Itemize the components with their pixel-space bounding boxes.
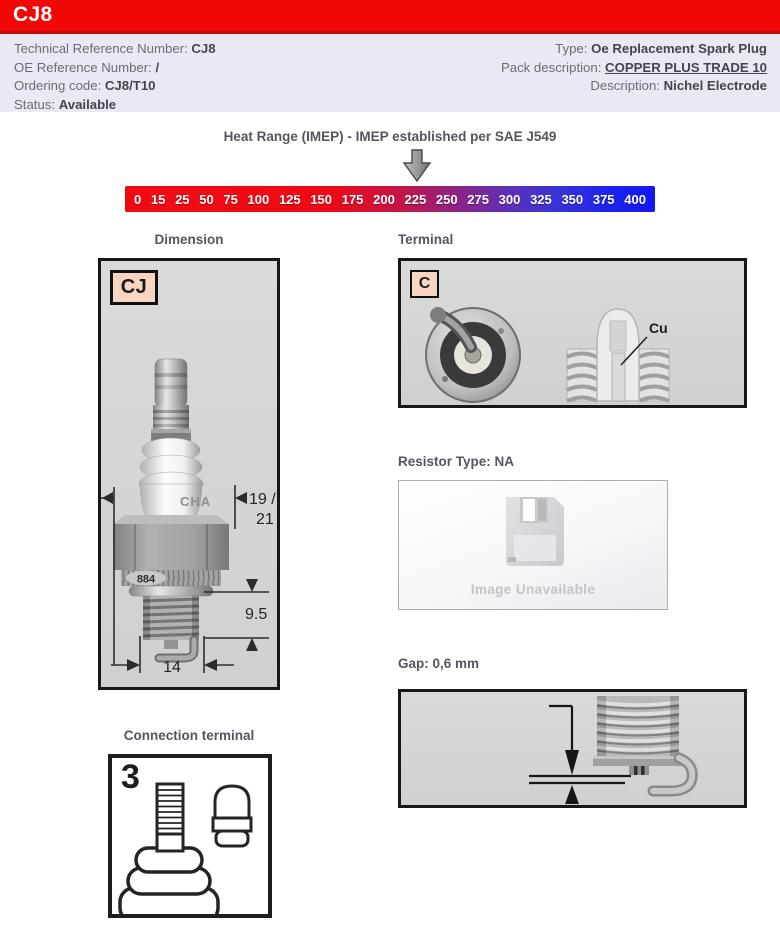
info-label: OE Reference Number: <box>14 59 156 75</box>
gap-section-title: Gap: 0,6 mm <box>398 656 480 671</box>
info-value: Nichel Electrode <box>663 78 767 93</box>
info-row <box>501 40 767 59</box>
connection-terminal-drawing <box>112 758 268 914</box>
connection-terminal-number: 3 <box>121 758 140 796</box>
dimension-section-title: Dimension <box>154 232 224 247</box>
heat-tick: 275 <box>467 191 489 207</box>
heat-range-title: Heat Range (IMEP) - IMEP established per SAE J549 <box>223 129 557 144</box>
dimension-image-box <box>98 258 280 690</box>
page-header <box>0 0 780 34</box>
copper-core-label: Cu <box>649 320 668 336</box>
terminal-image-box <box>398 258 747 408</box>
terminal-section-title: Terminal <box>398 232 454 247</box>
heat-tick: 25 <box>175 191 190 207</box>
info-row <box>14 59 216 78</box>
info-label: Ordering code: <box>14 78 105 93</box>
resistor-section-title: Resistor Type: NA <box>398 454 515 469</box>
product-info-band <box>0 34 780 112</box>
heat-tick: 175 <box>341 191 364 207</box>
heat-range-pointer-arrow-icon <box>402 149 432 183</box>
gap-image-box <box>398 689 747 808</box>
heat-tick: 300 <box>498 191 521 207</box>
info-right-column <box>501 40 767 96</box>
info-label: Type: <box>555 41 592 56</box>
terminal-code-badge: C <box>410 270 439 298</box>
info-row <box>501 59 767 78</box>
measure-thread-diameter: 14 <box>163 659 181 676</box>
heat-tick: 75 <box>223 191 238 207</box>
heat-tick: 200 <box>373 191 395 207</box>
info-row <box>501 77 767 96</box>
info-label: Pack description: <box>500 59 606 75</box>
info-left-column <box>14 40 216 114</box>
heat-tick: 250 <box>435 191 458 207</box>
product-code-title: CJ8 <box>13 3 53 26</box>
info-value: CJ8/T10 <box>104 78 156 93</box>
info-row <box>14 40 216 59</box>
terminal-drawing <box>401 261 744 405</box>
floppy-disk-icon <box>494 491 574 571</box>
info-value: Oe Replacement Spark Plug <box>591 41 767 56</box>
resistor-image-placeholder-box <box>398 480 668 610</box>
heat-tick: 125 <box>278 191 301 207</box>
info-row <box>14 96 216 115</box>
image-unavailable-text: Image Unavailable <box>470 582 596 597</box>
heat-tick: 350 <box>561 191 584 207</box>
heat-tick: 15 <box>150 191 166 207</box>
info-label: Status: <box>14 96 59 112</box>
heat-tick: 325 <box>530 191 552 207</box>
heat-tick: 225 <box>404 191 427 207</box>
measure-thread-length: 9.5 <box>245 606 268 623</box>
info-value: CJ8 <box>191 41 216 56</box>
heat-tick: 100 <box>247 191 270 207</box>
info-label: Description: <box>590 78 664 93</box>
info-value: / <box>155 59 160 75</box>
spark-plug-dimension-drawing <box>101 261 277 687</box>
info-row <box>14 77 216 96</box>
dimension-code-badge: CJ <box>110 270 158 305</box>
measure-hex-height-b: 21 <box>256 511 274 528</box>
pack-description-link[interactable]: COPPER PLUS TRADE 10 <box>605 59 767 75</box>
heat-tick: 150 <box>310 191 333 207</box>
heat-tick: 0 <box>134 191 142 207</box>
heat-tick: 400 <box>624 191 646 207</box>
heat-tick: 375 <box>592 191 615 207</box>
insulator-brand-text: CHA <box>180 494 212 509</box>
connection-terminal-section-title: Connection terminal <box>123 728 255 743</box>
measure-hex-height-a: 19 / <box>249 491 276 508</box>
connection-terminal-image-box <box>108 754 272 918</box>
heat-range-scale <box>125 186 655 212</box>
heat-tick: 50 <box>199 191 214 207</box>
info-label: Technical Reference Number: <box>14 41 192 56</box>
shell-stamp-text: 884 <box>136 573 156 586</box>
gap-drawing <box>401 692 744 805</box>
info-value: Available <box>58 96 117 112</box>
